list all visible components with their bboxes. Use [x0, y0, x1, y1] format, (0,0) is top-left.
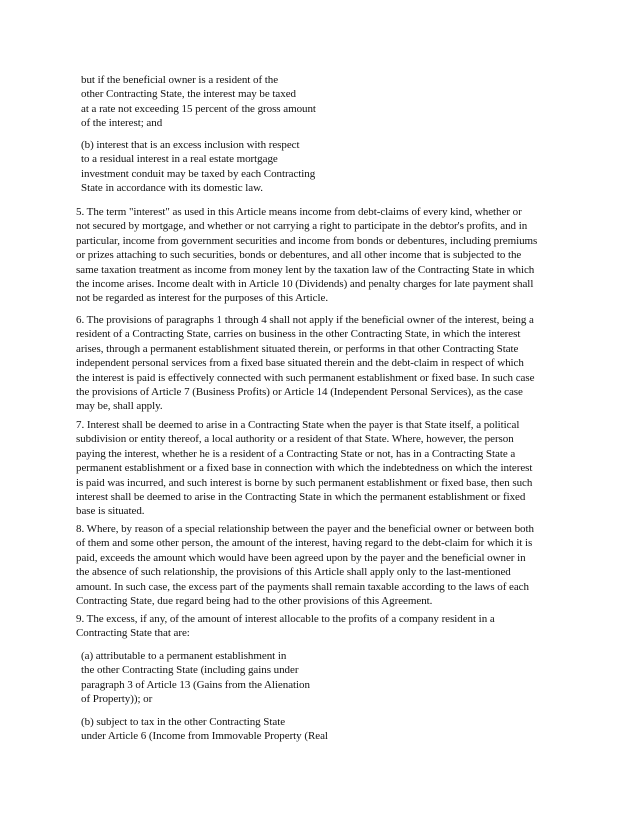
text-line: (b) interest that is an excess inclusion with respect	[81, 139, 300, 151]
text-line: (a) attributable to a permanent establishment in	[81, 650, 287, 662]
paragraph-7	[76, 418, 566, 519]
text-line: under Article 6 (Income from Immovable Property (Real	[81, 730, 328, 743]
text-line: not be regarded as interest for the purposes of this Article.	[76, 292, 329, 305]
text-line: paying the interest, whether he is a resident of a Contracting State or not, has in a Contracting State a	[76, 447, 516, 460]
text-line: is paid was incurred, and such interest is borne by such permanent establishment or fixed base, then such	[76, 476, 533, 489]
text-line: independent personal services from a fixed base situated therein and the debt-claim in respect of which	[76, 357, 524, 370]
text-line: the income arises. Income dealt with in Article 10 (Dividends) and penalty charges for late payment shall	[76, 278, 534, 291]
paragraph-9-b	[81, 715, 571, 744]
text-line: State in accordance with its domestic law.	[81, 182, 263, 195]
text-line: at a rate not exceeding 15 percent of the gross amount	[81, 102, 316, 115]
text-line: 7. Interest shall be deemed to arise in a Contracting State when the payer is that State itself, a political	[76, 419, 520, 431]
text-line: 5. The term "interest" as used in this Article means income from debt-claims of every kind, whether or	[76, 206, 522, 218]
text-line: permanent establishment or a fixed base in connection with which the indebtedness on which the interest	[76, 462, 533, 475]
text-line: to a residual interest in a real estate mortgage	[81, 153, 278, 166]
text-line: Contracting State that are:	[76, 627, 190, 640]
text-line: investment conduit may be taxed by each Contracting	[81, 167, 316, 180]
text-line: arises, through a permanent establishment situated therein, or performs in that other Contracting State	[76, 342, 519, 355]
text-line: the interest is paid is effectively connected with such permanent establishment or fixed base. In such case	[76, 371, 535, 384]
text-line: the other Contracting State (including gains under	[81, 664, 299, 677]
text-line: same taxation treatment as income from money lent by the taxation law of the Contracting State in which	[76, 263, 535, 276]
text-line: other Contracting State, the interest may be taxed	[81, 88, 296, 101]
text-line: of Property)); or	[81, 693, 153, 706]
paragraph-5	[76, 205, 566, 306]
text-line: of the interest; and	[81, 117, 163, 130]
text-line: subdivision or entity thereof, a local authority or a resident of that State. Where, however, the person	[76, 433, 514, 446]
text-line: resident of a Contracting State, carries on business in the other Contracting State, in which the interest	[76, 328, 521, 341]
text-line: (b) subject to tax in the other Contracting State	[81, 716, 286, 728]
text-line: interest shall be deemed to arise in the Contracting State in which the permanent establishment or fixed	[76, 491, 526, 504]
text-line: 8. Where, by reason of a special relationship between the payer and the beneficial owner or between both	[76, 523, 534, 535]
paragraph-8	[76, 522, 566, 608]
text-line: amount. In such case, the excess part of the payments shall remain taxable according to the laws of each	[76, 580, 529, 593]
text-line: paragraph 3 of Article 13 (Gains from the Alienation	[81, 678, 310, 691]
text-line: base is situated.	[76, 505, 145, 518]
text-line: or prizes attaching to such securities, bonds or debentures, and all other income that is subjected to the	[76, 249, 522, 262]
text-line: 9. The excess, if any, of the amount of interest allocable to the profits of a company resident in a	[76, 613, 495, 625]
clause-b	[81, 138, 571, 196]
text-line: the provisions of Article 7 (Business Profits) or Article 14 (Independent Personal Services), as the case	[76, 386, 523, 399]
text-line: the absence of such relationship, the provisions of this Article shall apply only to the last-mentioned	[76, 566, 511, 579]
paragraph-6	[76, 313, 566, 414]
paragraph-9-a	[81, 649, 571, 707]
paragraph-9	[76, 612, 566, 641]
clause-a-continued	[81, 73, 571, 131]
text-line: particular, income from government securities and income from bonds or debentures, including premiums	[76, 234, 538, 247]
text-line: 6. The provisions of paragraphs 1 through 4 shall not apply if the beneficial owner of the interest, being a	[76, 314, 534, 326]
text-line: of them and some other person, the amount of the interest, having regard to the debt-claim for which it is	[76, 537, 533, 550]
text-line: may be, shall apply.	[76, 400, 163, 413]
text-line: Contracting State, due regard being had to the other provisions of this Agreement.	[76, 595, 433, 608]
text-line: not secured by mortgage, and whether or not carrying a right to participate in the debtor's profits, and in	[76, 220, 528, 233]
text-line: paid, exceeds the amount which would have been agreed upon by the payer and the beneficial owner in	[76, 551, 526, 564]
text-line: but if the beneficial owner is a resident of the	[81, 74, 279, 86]
